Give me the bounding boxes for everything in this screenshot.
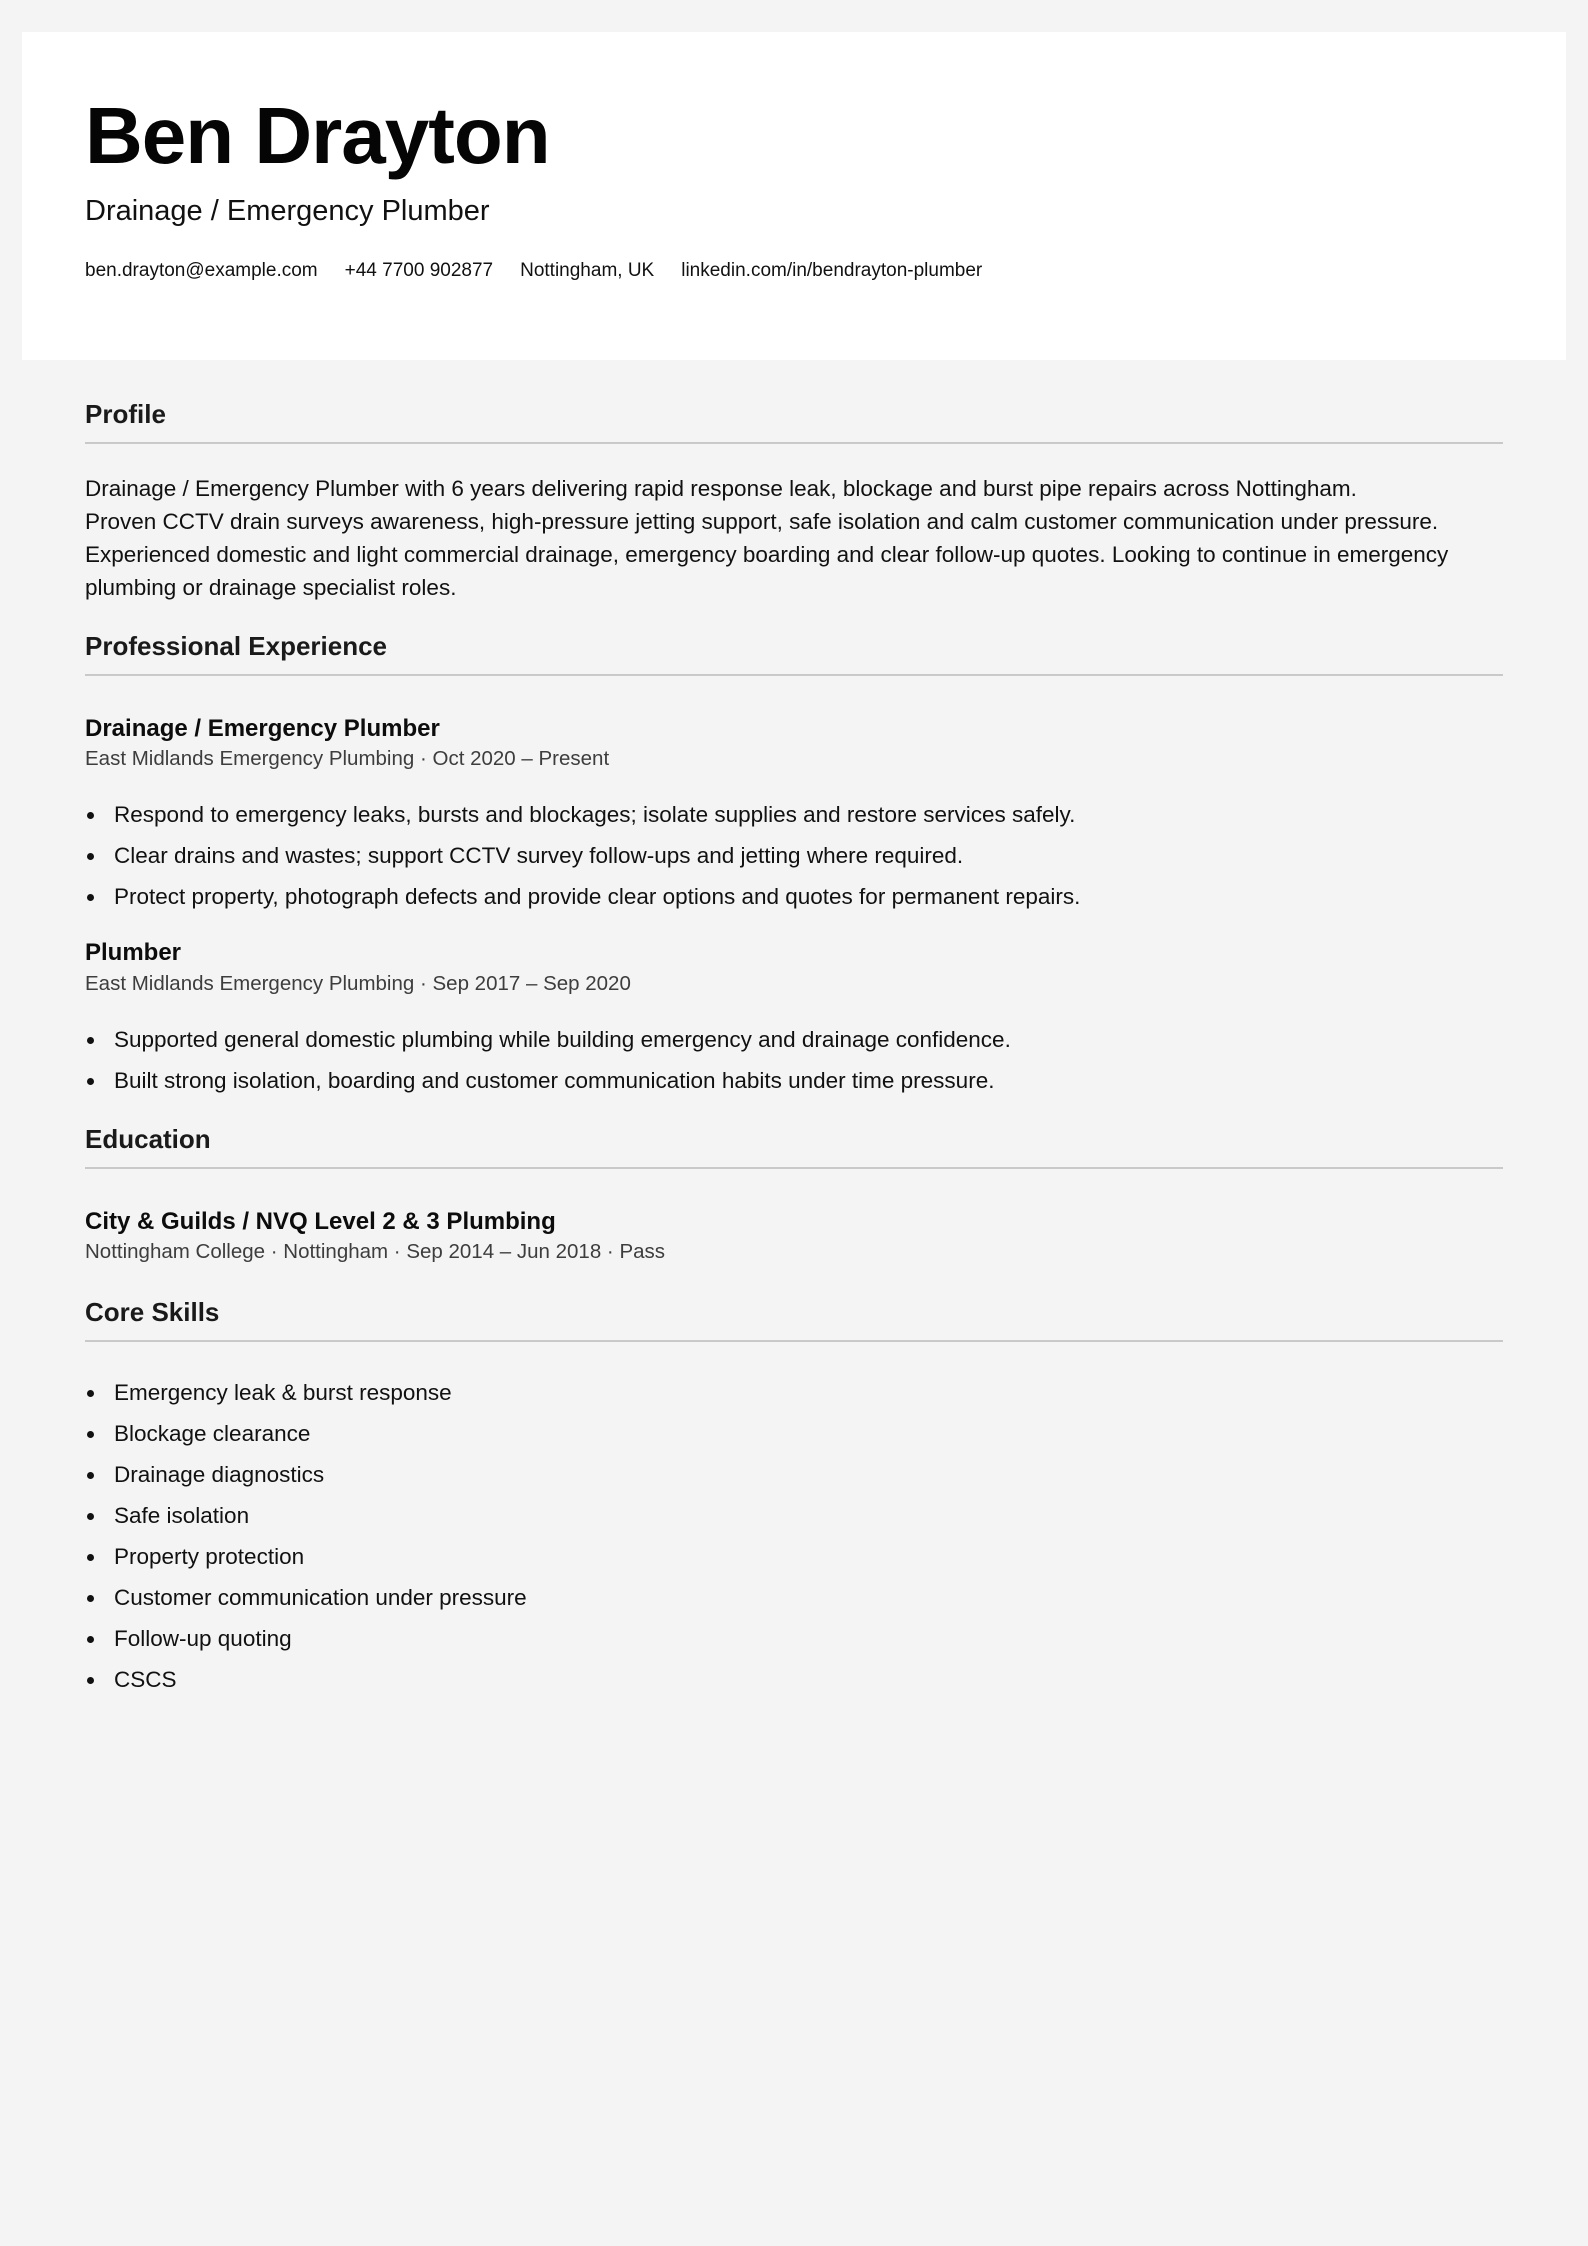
- list-item: Respond to emergency leaks, bursts and blockages; isolate supplies and restore services safely.: [85, 794, 1503, 835]
- section-title-profile: Profile: [85, 399, 166, 429]
- section-title-education: Education: [85, 1124, 211, 1155]
- section-divider: [85, 1167, 1503, 1169]
- list-item: CSCS: [85, 1659, 1503, 1700]
- resume-header: [22, 32, 1566, 360]
- candidate-headline: Drainage / Emergency Plumber: [85, 195, 490, 227]
- skills-section: [85, 1296, 1503, 1700]
- job-bullets: [85, 1019, 1503, 1101]
- list-item: Protect property, photograph defects and provide clear options and quotes for permanent repairs.: [85, 876, 1503, 917]
- skills-list: [85, 1372, 1503, 1700]
- profile-line: plumbing or drainage specialist roles.: [85, 574, 457, 600]
- profile-summary: [85, 472, 1503, 604]
- contact-phone: +44 7700 902877: [344, 260, 494, 281]
- section-title-experience: Professional Experience: [85, 630, 388, 661]
- list-item: Clear drains and wastes; support CCTV survey follow-ups and jetting where required.: [85, 835, 1503, 876]
- section-title-skills: Core Skills: [85, 1296, 220, 1327]
- section-divider: [85, 1340, 1503, 1342]
- list-item: Follow-up quoting: [85, 1618, 1503, 1659]
- section-divider: [85, 674, 1503, 676]
- job-meta: East Midlands Emergency Plumbing · Oct 2020 – Present: [85, 746, 610, 770]
- list-item: Blockage clearance: [85, 1413, 1503, 1454]
- contact-email: ben.drayton@example.com: [85, 260, 318, 281]
- contact-location: Nottingham, UK: [520, 260, 655, 281]
- job-title: Plumber: [85, 939, 182, 967]
- education-entry: [85, 1206, 1503, 1266]
- profile-line: Proven CCTV drain surveys awareness, high-pressure jetting support, safe isolation and calm customer communication under pressure.: [85, 508, 1439, 534]
- education-title: City & Guilds / NVQ Level 2 & 3 Plumbing: [85, 1208, 556, 1236]
- education-meta: Nottingham College · Nottingham · Sep 2014 – Jun 2018 · Pass: [85, 1240, 666, 1264]
- list-item: Emergency leak & burst response: [85, 1372, 1503, 1413]
- list-item: Drainage diagnostics: [85, 1454, 1503, 1495]
- education-section: [85, 1123, 1503, 1266]
- contact-row: [85, 260, 982, 282]
- contact-linkedin: linkedin.com/in/bendrayton-plumber: [681, 260, 983, 281]
- list-item: Customer communication under pressure: [85, 1577, 1503, 1618]
- candidate-name: Ben Drayton: [85, 91, 550, 180]
- profile-line: Experienced domestic and light commercial drainage, emergency boarding and clear follow-up quotes. Looking to continue in emergency: [85, 541, 1449, 567]
- job-bullets: [85, 794, 1503, 917]
- profile-section: [85, 398, 1503, 604]
- list-item: Supported general domestic plumbing while building emergency and drainage confidence.: [85, 1019, 1503, 1060]
- list-item: Property protection: [85, 1536, 1503, 1577]
- list-item: Safe isolation: [85, 1495, 1503, 1536]
- list-item: Built strong isolation, boarding and customer communication habits under time pressure.: [85, 1060, 1503, 1101]
- experience-section: [85, 630, 1503, 1101]
- job-entry: [85, 937, 1503, 1101]
- job-entry: [85, 713, 1503, 918]
- section-divider: [85, 442, 1503, 444]
- job-title: Drainage / Emergency Plumber: [85, 714, 440, 742]
- profile-line: Drainage / Emergency Plumber with 6 years delivering rapid response leak, blockage and burst pipe repairs across Nottingham.: [85, 475, 1357, 501]
- resume-body: [85, 398, 1503, 1700]
- job-meta: East Midlands Emergency Plumbing · Sep 2017 – Sep 2020: [85, 971, 631, 995]
